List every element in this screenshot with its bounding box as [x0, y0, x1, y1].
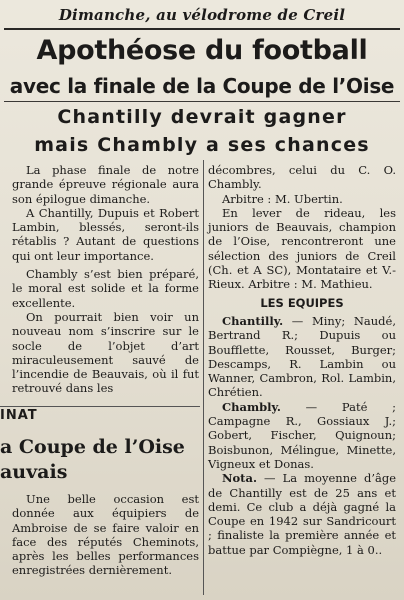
- nota-text: — La moyenne d’âge de Chantilly est de 25 ans et demi. Ce club a déjà gagné la Coupe en 1942 sur Sandricourt ; finaliste la première année et battue par Compiègne, 1 à 0..: [208, 471, 397, 557]
- kicker-line: Dimanche, au vélodrome de Creil: [58, 6, 346, 24]
- paragraph: En lever de rideau, les juniors de Beauvais, champion de l’Oise, rencontreront une sélection des juniors de Creil (Ch. et A SC), Montataire et V.-Rieux. Arbitre : M. Mathieu.: [208, 205, 396, 292]
- nota: [208, 471, 396, 557]
- paragraph: Arbitre : M. Ubertin.: [222, 191, 343, 206]
- paragraph: A Chantilly, Dupuis et Robert Lambin, blessés, seront-ils rétablis ? Autant de questions qui ont leur importance.: [12, 205, 199, 263]
- team-chambly: [208, 400, 396, 471]
- section-rule: [0, 406, 200, 407]
- headline-rule: [4, 101, 400, 102]
- section-label: INAT: [0, 408, 38, 423]
- headline-secondary: avec la finale de la Coupe de l’Oise: [9, 74, 395, 98]
- paragraph: On pourrait bien voir un nouveau nom s’inscrire sur le socle de l’objet d’art miraculeusement sauvé de l’incendie de Beauvais, où il fut retrouvé dans les: [12, 309, 199, 396]
- team-chantilly: [208, 314, 396, 400]
- nota-label: Nota.: [222, 471, 257, 486]
- headline-main: Apothéose du football: [36, 35, 368, 66]
- column-divider-lower: [203, 405, 204, 595]
- section-column: [12, 492, 199, 578]
- column-divider: [203, 160, 204, 405]
- paragraph: La phase finale de notre grande épreuve régionale aura son épilogue dimanche.: [12, 163, 199, 206]
- right-column: [208, 163, 396, 557]
- team-lineup: — Paté ; Campagne R., Gossiaux J.; Gobert, Fischer, Quignoun; Boisbunon, Mélingue, Minette, Vigneux et Donas.: [208, 399, 396, 471]
- team-label: Chantilly.: [222, 313, 284, 328]
- left-column: [12, 163, 199, 396]
- paragraph: Chambly s’est bien préparé, le moral est solide et la forme excellente.: [12, 267, 199, 310]
- top-rule: [4, 28, 400, 30]
- section-headline-2: auvais: [0, 461, 68, 483]
- paragraph: Une belle occasion est donnée aux équipiers de Ambroise de se faire valoir en face des réputés Cheminots, après les belles performances enregistrées dernièrement.: [12, 492, 199, 578]
- team-lineup: — Miny; Naudé, Bertrand R.; Dupuis ou Boufflette, Rousset, Burger; Descamps, R. Lambin ou Wanner, Cambron, Rol. Lambin, Chrétien.: [208, 313, 396, 400]
- subheadline-2: mais Chambly a ses chances: [34, 134, 370, 156]
- subheadline-1: Chantilly devrait gagner: [57, 106, 347, 128]
- paragraph: décombres, celui du C. O. Chambly.: [208, 163, 396, 192]
- team-label: Chambly.: [222, 399, 281, 414]
- teams-title: LES EQUIPES: [260, 295, 344, 310]
- section-headline-1: a Coupe de l’Oise: [0, 436, 185, 458]
